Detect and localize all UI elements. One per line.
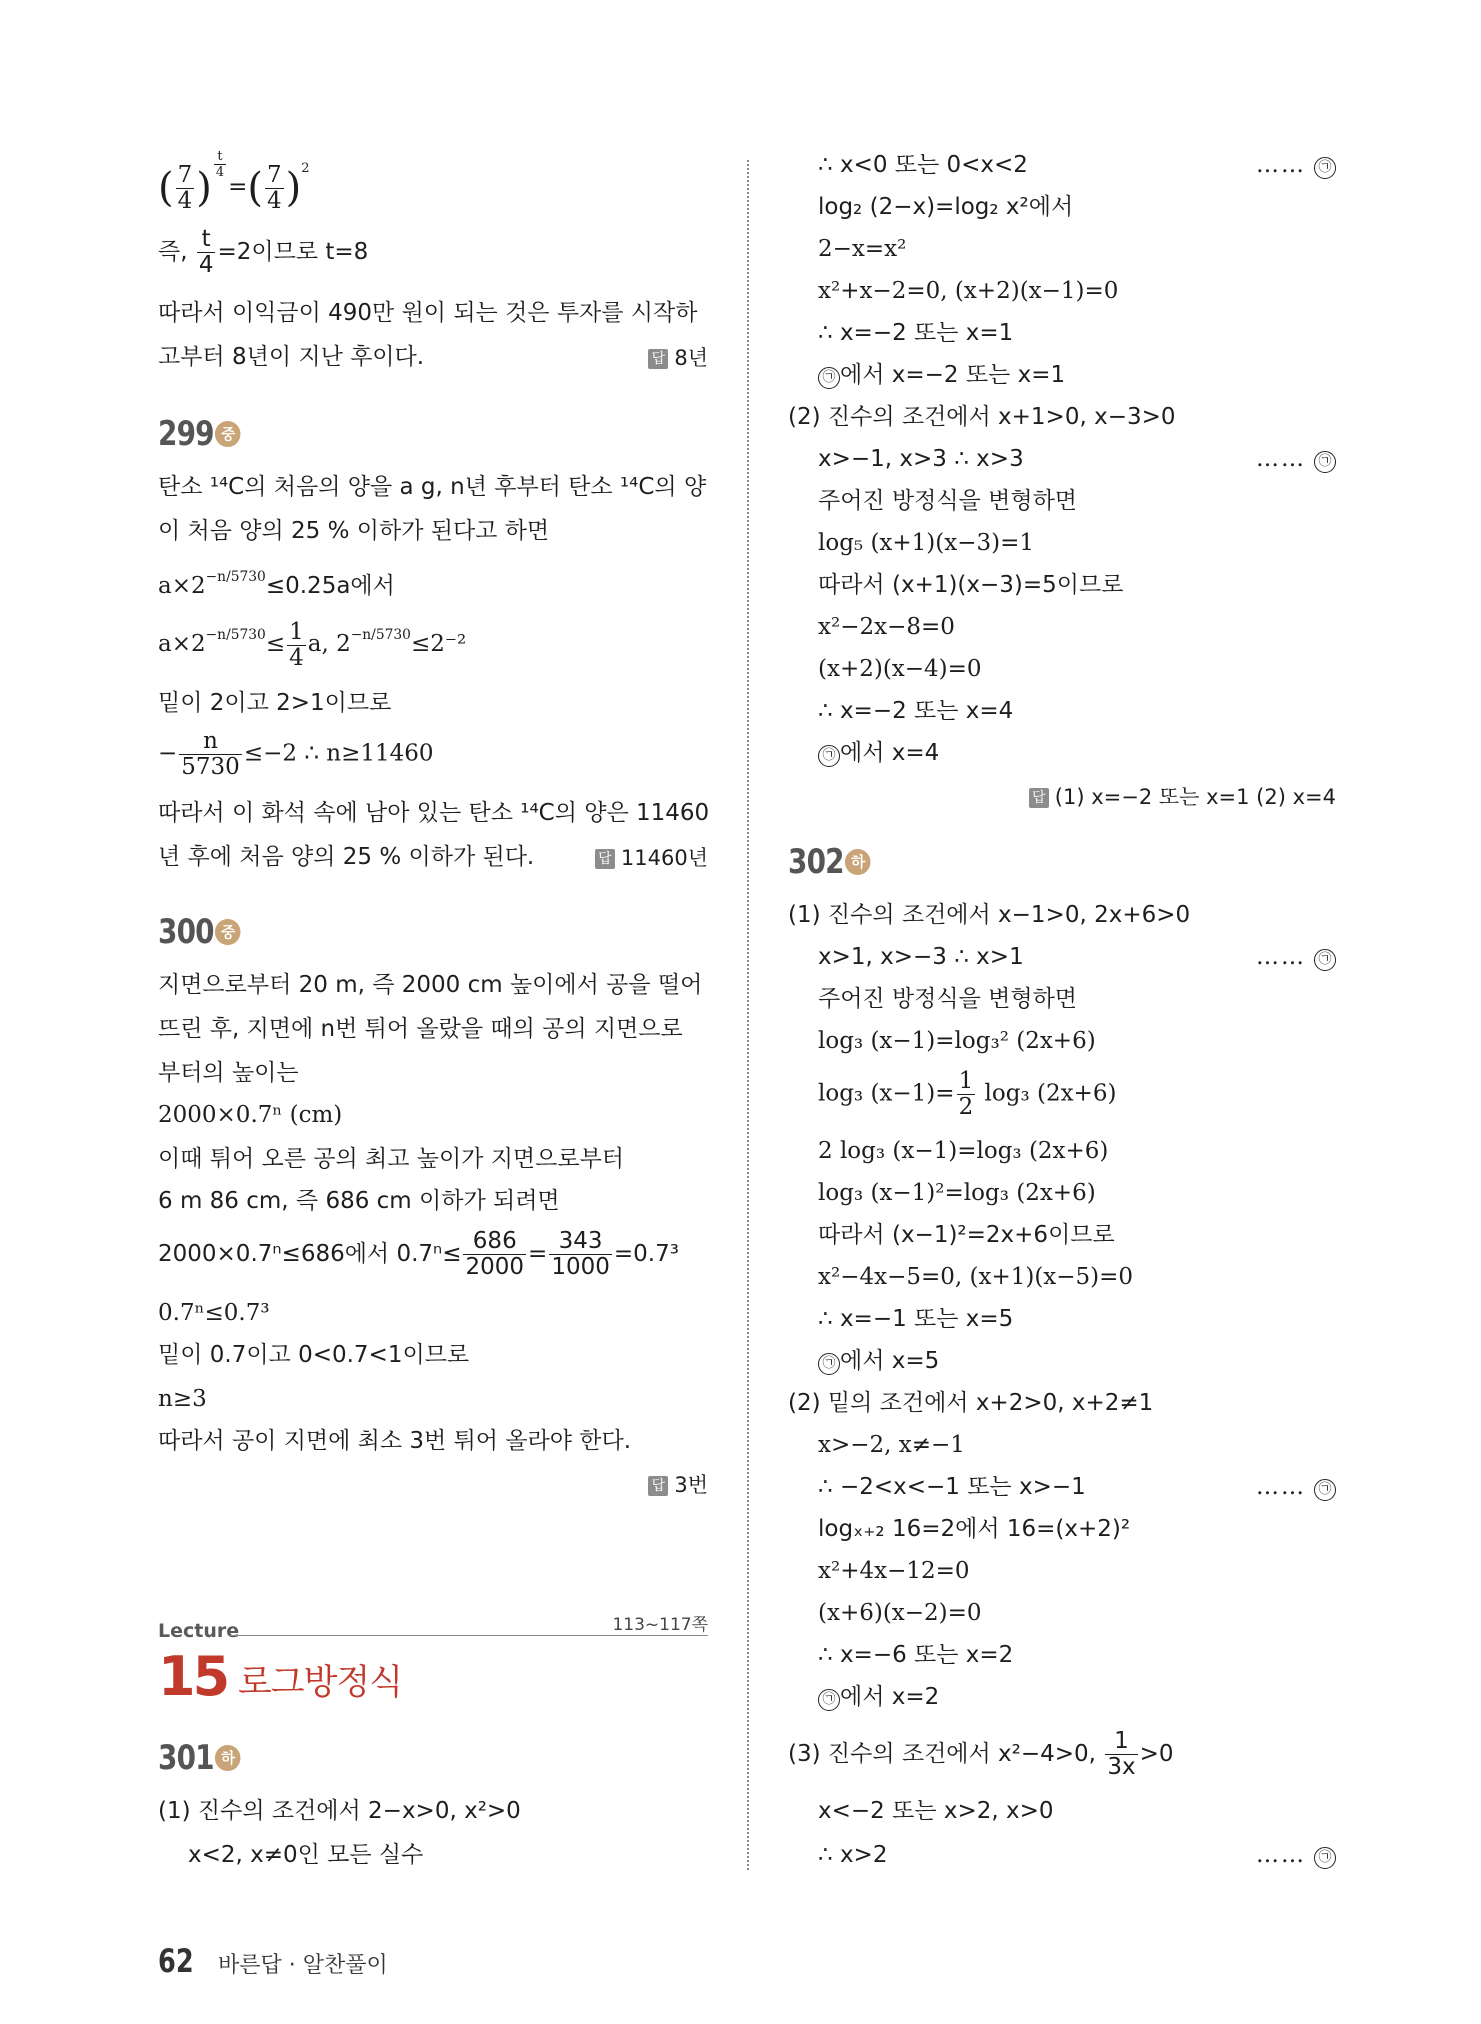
circle-one-icon: ㉠ (818, 745, 840, 767)
equation-line: log₃ (x−1)= $\frac{1}{2}$ log₃ (2x+6) (818, 1068, 1117, 1120)
equation-line: 2−x=x² (818, 236, 907, 262)
text-line: 이때 튀어 오른 공의 최고 높이가 지면으로부터 (158, 1146, 625, 1172)
circle-one-icon: ㉠ (818, 367, 840, 389)
equation-line: log₅ (x+1)(x−3)=1 (818, 530, 1035, 556)
text-line: 밑이 2이고 2>1이므로 (158, 690, 392, 716)
text-line: ㉠ 에서 x=4 (818, 738, 939, 768)
text-line: 밑이 0.7이고 0<0.7<1이므로 (158, 1342, 470, 1368)
text-line: ㉠ 에서 x=5 (818, 1346, 939, 1376)
equation-line: (x+6)(x−2)=0 (818, 1600, 982, 1626)
text-line: ∴ x=−2 또는 x=1 (818, 320, 1014, 346)
text-line: (2) 진수의 조건에서 x+1>0, x−3>0 (788, 404, 1176, 430)
text-line: 따라서 이익금이 490만 원이 되는 것은 투자를 시작하 (158, 300, 698, 326)
equation-line: x>−2, x≠−1 (818, 1432, 965, 1458)
marker-circle: …… ㉠ (1256, 1472, 1336, 1502)
marker-circle: …… ㉠ (1256, 1840, 1336, 1870)
equation-line: x²+4x−12=0 (818, 1558, 970, 1584)
text-line: 탄소 ¹⁴C의 처음의 양을 a g, n년 후부터 탄소 ¹⁴C의 양 (158, 474, 707, 500)
equation-line: (3) 진수의 조건에서 x²−4>0, $\frac{1}{3x}$ >0 (788, 1728, 1174, 1780)
equation-top: ( $\frac{7}{4}$ ) $^{\frac{t}{4}}$ =( $\frac{7}{4}$ )$^2$ (158, 149, 310, 214)
equation-line: x²−2x−8=0 (818, 614, 955, 640)
equation-line: (x+2)(x−4)=0 (818, 656, 982, 682)
text-line: (2) 밑의 조건에서 x+2>0, x+2≠1 (788, 1390, 1154, 1416)
answer-label-icon: 답 (648, 349, 668, 369)
equation-line: 2000×0.7ⁿ≤686에서 0.7ⁿ≤ $\frac{686}{2000}$ = $\frac{343}{1000}$ =0.7³ (158, 1228, 679, 1280)
marker-circle: …… ㉠ (1256, 444, 1336, 474)
text-line: ∴ −2<x<−1 또는 x>−1 (818, 1474, 1086, 1500)
circle-one-icon: ㉠ (1314, 451, 1336, 473)
text-line: (1) 진수의 조건에서 x−1>0, 2x+6>0 (788, 902, 1191, 928)
text-line: ∴ x<0 또는 0<x<2 (818, 152, 1028, 178)
text-line: 부터의 높이는 (158, 1060, 299, 1086)
problem-number-300: 300 중 (158, 912, 238, 952)
circle-one-icon: ㉠ (818, 1689, 840, 1711)
equation-line: 2000×0.7ⁿ (cm) (158, 1102, 343, 1128)
text-line: 6 m 86 cm, 즉 686 cm 이하가 되려면 (158, 1188, 560, 1214)
lecture-pages: 113~117쪽 (612, 1615, 708, 1635)
answer-299: 답 11460년 (595, 843, 708, 873)
problem-number-302: 302 하 (788, 842, 868, 882)
equation-line: 0.7ⁿ≤0.7³ (158, 1300, 270, 1326)
circle-one-icon: ㉠ (1314, 1847, 1336, 1869)
answer-label-icon: 답 (1029, 788, 1049, 808)
lecture-rule (230, 1635, 708, 1636)
column-divider (747, 160, 749, 1870)
text-line: 주어진 방정식을 변형하면 (818, 488, 1078, 514)
circle-one-icon: ㉠ (1314, 1479, 1336, 1501)
lecture-title: 로그방정식 (238, 1663, 403, 1703)
equation-line: $a\times 2^{-n/5730}\le$ $\frac{1}{4}$ a, $2^{-n/5730}\le 2^{-2}$ (158, 618, 467, 671)
text-line: ∴ x=−6 또는 x=2 (818, 1642, 1014, 1668)
equation-line: − $\frac{n}{5730}$ ≤−2 ∴ n≥11460 (158, 728, 434, 780)
difficulty-badge: 하 (845, 849, 871, 875)
circle-one-icon: ㉠ (1314, 157, 1336, 179)
text-line: 주어진 방정식을 변형하면 (818, 986, 1078, 1012)
text-line: x<−2 또는 x>2, x>0 (818, 1798, 1054, 1824)
text-line: x>1, x>−3 ∴ x>1 (818, 944, 1024, 970)
text-line: 뜨린 후, 지면에 n번 튀어 올랐을 때의 공의 지면으로 (158, 1016, 683, 1042)
equation-line: n≥3 (158, 1386, 207, 1412)
problem-number-299: 299 중 (158, 414, 238, 454)
text-line: 이 처음 양의 25 % 이하가 된다고 하면 (158, 518, 550, 544)
text-line: (1) 진수의 조건에서 2−x>0, x²>0 (158, 1798, 521, 1824)
answer-label-icon: 답 (595, 849, 615, 869)
text-line: 따라서 (x+1)(x−3)=5이므로 (818, 572, 1124, 598)
difficulty-badge: 중 (215, 919, 241, 945)
text-line: 따라서 (x−1)²=2x+6이므로 (818, 1222, 1115, 1248)
text-line: ㉠ 에서 x=2 (818, 1682, 939, 1712)
text-line: 따라서 이 화석 속에 남아 있는 탄소 ¹⁴C의 양은 11460 (158, 800, 710, 826)
text-line: 년 후에 처음 양의 25 % 이하가 된다. (158, 844, 535, 870)
footer-title: 바른답 · 알찬풀이 (218, 1953, 388, 1978)
difficulty-badge: 중 (215, 421, 241, 447)
text-line: x<2, x≠0인 모든 실수 (188, 1842, 424, 1868)
marker-circle: …… ㉠ (1256, 942, 1336, 972)
answer-301: 답 (1) x=−2 또는 x=1 (2) x=4 (1029, 782, 1336, 812)
text-line: 따라서 공이 지면에 최소 3번 튀어 올라야 한다. (158, 1428, 632, 1454)
line-t-value: 즉, $\frac{t}{4}$ =2이므로 t=8 (158, 226, 369, 278)
equation-line: log₃ (x−1)=log₃² (2x+6) (818, 1028, 1096, 1054)
equation-line: log₃ (x−1)²=log₃ (2x+6) (818, 1180, 1096, 1206)
text-line: ∴ x=−2 또는 x=4 (818, 698, 1014, 724)
text-line: ∴ x>2 (818, 1842, 888, 1868)
text-line: 지면으로부터 20 m, 즉 2000 cm 높이에서 공을 떨어 (158, 972, 703, 998)
equation-line: x²+x−2=0, (x+2)(x−1)=0 (818, 278, 1119, 304)
text-line: ∴ x=−1 또는 x=5 (818, 1306, 1014, 1332)
lecture-number: 15 (158, 1645, 228, 1708)
answer-298: 답 8년 (648, 343, 708, 373)
text-line: logₓ₊₂ 16=2에서 16=(x+2)² (818, 1516, 1131, 1542)
lecture-label: Lecture (158, 1620, 240, 1642)
difficulty-badge: 하 (215, 1745, 241, 1771)
answer-label-icon: 답 (648, 1476, 668, 1496)
problem-number-301: 301 하 (158, 1738, 238, 1778)
equation-line: x²−4x−5=0, (x+1)(x−5)=0 (818, 1264, 1134, 1290)
text-line: x>−1, x>3 ∴ x>3 (818, 446, 1024, 472)
circle-one-icon: ㉠ (818, 1353, 840, 1375)
equation-line: $a\times 2^{-n/5730}\le 0.25a$에서 (158, 569, 395, 599)
equation-line: 2 log₃ (x−1)=log₃ (2x+6) (818, 1138, 1109, 1164)
answer-300: 답 3번 (648, 1470, 708, 1500)
page-number: 62 (158, 1942, 194, 1980)
text-line: 고부터 8년이 지난 후이다. (158, 344, 425, 370)
text-line: log₂ (2−x)=log₂ x²에서 (818, 194, 1074, 220)
circle-one-icon: ㉠ (1314, 949, 1336, 971)
text-line: ㉠ 에서 x=−2 또는 x=1 (818, 360, 1065, 390)
marker-circle: …… ㉠ (1256, 150, 1336, 180)
